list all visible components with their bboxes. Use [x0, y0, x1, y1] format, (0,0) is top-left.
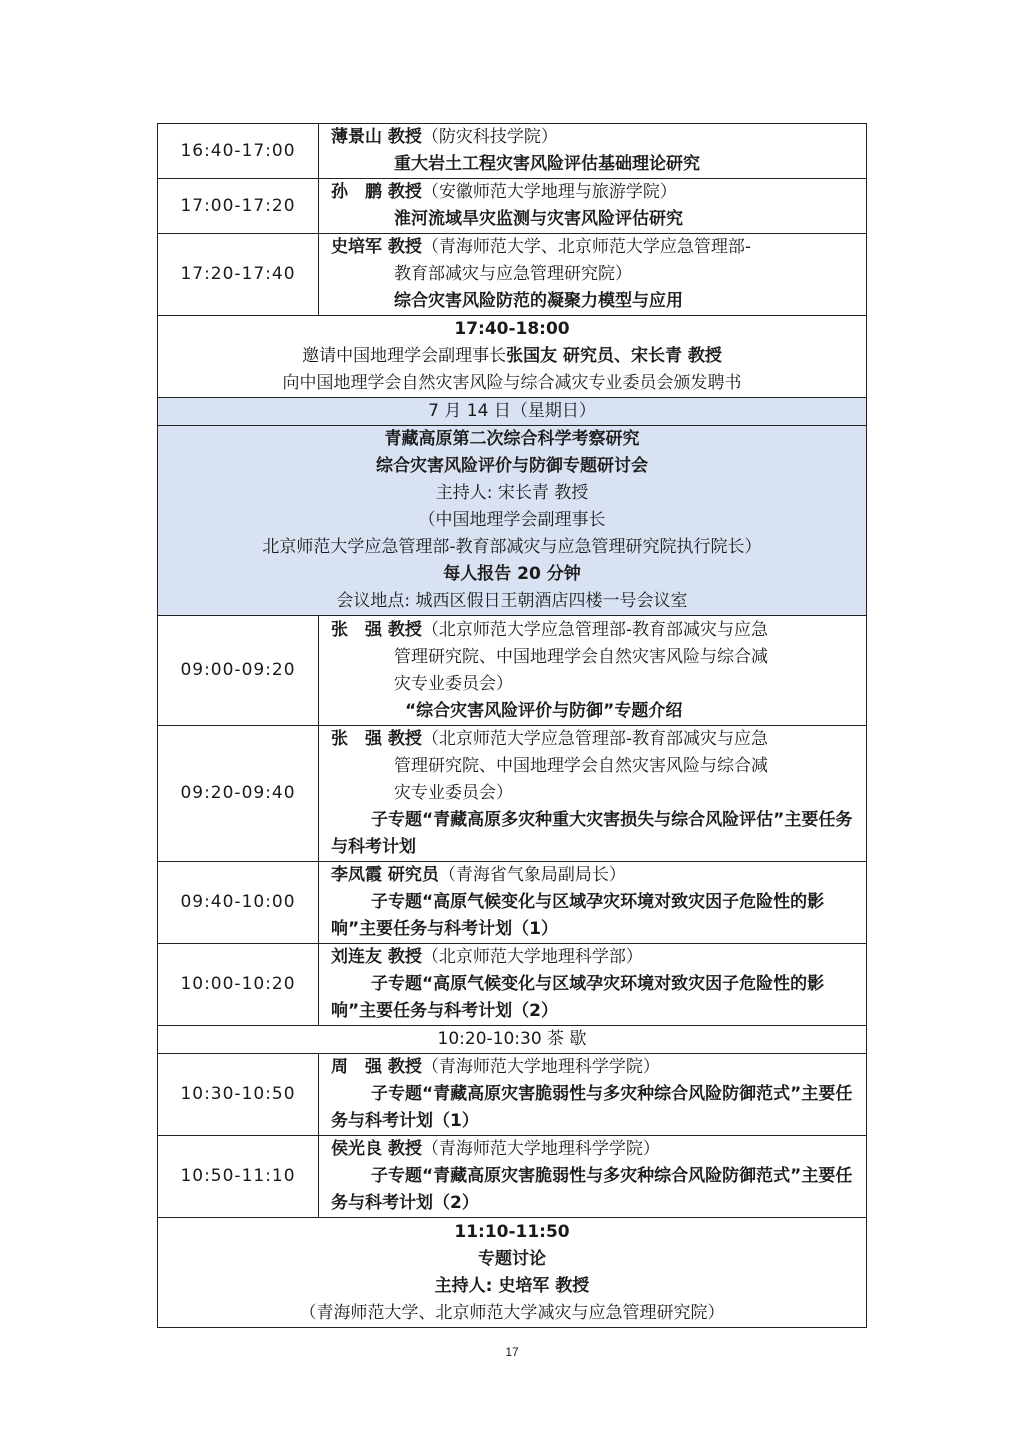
report-topic: 子专题“青藏高原多灾种重大灾害损失与综合风险评估”主要任务与科考计划	[331, 810, 853, 857]
speaker-affiliation: （安徽师范大学地理与旅游学院）	[421, 182, 677, 202]
discussion-host-affil: （青海师范大学、北京师范大学减灾与应急管理研究院）	[299, 1302, 725, 1323]
speaker-name: 刘连友 教授	[331, 947, 422, 967]
time-cell: 17:00-17:20	[158, 179, 319, 234]
discussion-title: 专题讨论	[478, 1248, 546, 1269]
speaker-affiliation-cont: 管理研究院、中国地理学会自然灾害风险与综合减	[394, 646, 768, 667]
speaker-affiliation-cont: 灾专业委员会）	[394, 673, 513, 694]
content-cell	[319, 1054, 867, 1136]
ceremony-desc: 向中国地理学会自然灾害风险与综合减灾专业委员会颁发聘书	[282, 373, 742, 393]
time-cell: 10:30-10:50	[158, 1054, 319, 1136]
content-cell	[319, 862, 867, 944]
discussion-time: 11:10-11:50	[454, 1221, 570, 1242]
speaker-affiliation: （青海师范大学地理科学学院）	[421, 1139, 660, 1159]
speaker-name: 周 强 教授	[331, 1057, 422, 1077]
speaker-affiliation: （青海师范大学、北京师范大学应急管理部-	[421, 237, 752, 257]
ceremony-presenters: 张国友 研究员、宋长青 教授	[506, 346, 722, 366]
session-subtitle: 综合灾害风险评价与防御专题研讨会	[376, 456, 648, 476]
speaker-name: 史培军 教授	[331, 237, 422, 257]
speaker-affiliation: （北京师范大学应急管理部-教育部减灾与应急	[421, 619, 769, 640]
table-row	[158, 616, 867, 726]
discussion-cell	[158, 1218, 867, 1328]
report-topic: 子专题“高原气候变化与区域孕灾环境对致灾因子危险性的影响”主要任务与科考计划（2）	[331, 974, 825, 1021]
report-topic: 子专题“青藏高原灾害脆弱性与多灾种综合风险防御范式”主要任务与科考计划（2）	[331, 1166, 853, 1213]
report-topic: 子专题“青藏高原灾害脆弱性与多灾种综合风险防御范式”主要任务与科考计划（1）	[331, 1084, 853, 1131]
content-cell	[319, 1136, 867, 1218]
day-header: 7 月 14 日（星期日）	[158, 398, 867, 426]
speaker-affiliation: （北京师范大学应急管理部-教育部减灾与应急	[421, 729, 769, 749]
speaker-affiliation-cont: 管理研究院、中国地理学会自然灾害风险与综合减	[394, 756, 768, 776]
session-venue: 会议地点: 城西区假日王朝酒店四楼一号会议室	[336, 591, 688, 611]
session-report-length: 每人报告 20 分钟	[443, 564, 581, 584]
speaker-affiliation: （北京师范大学地理科学部）	[421, 947, 643, 967]
ceremony-cell	[158, 316, 867, 398]
speaker-name: 李凤霞 研究员	[331, 865, 439, 885]
ceremony-row	[158, 316, 867, 398]
schedule-table	[157, 123, 867, 1328]
session-host-affil-cont: 北京师范大学应急管理部-教育部减灾与应急管理研究院执行院长）	[262, 537, 762, 557]
table-row	[158, 1054, 867, 1136]
report-topic: 子专题“高原气候变化与区域孕灾环境对致灾因子危险性的影响”主要任务与科考计划（1）	[331, 892, 825, 939]
report-topic: 重大岩土工程灾害风险评估基础理论研究	[394, 154, 700, 174]
content-cell	[319, 726, 867, 862]
table-row	[158, 726, 867, 862]
content-cell	[319, 944, 867, 1026]
speaker-name: 侯光良 教授	[331, 1139, 422, 1159]
content-cell	[319, 234, 867, 316]
time-cell: 17:20-17:40	[158, 234, 319, 316]
time-cell: 10:50-11:10	[158, 1136, 319, 1218]
table-row	[158, 862, 867, 944]
speaker-name: 张 强 教授	[331, 729, 422, 749]
discussion-host: 主持人: 史培军 教授	[434, 1275, 590, 1296]
time-cell: 09:40-10:00	[158, 862, 319, 944]
content-cell	[319, 179, 867, 234]
content-cell	[319, 616, 867, 726]
session-cell	[158, 426, 867, 616]
ceremony-time: 17:40-18:00	[454, 319, 570, 339]
time-cell: 09:00-09:20	[158, 616, 319, 726]
session-title: 青藏高原第二次综合科学考察研究	[384, 429, 640, 449]
table-row	[158, 124, 867, 179]
speaker-affiliation: （青海省气象局副局长）	[438, 865, 626, 885]
tea-break: 10:20-10:30 茶 歇	[158, 1026, 867, 1054]
time-cell: 10:00-10:20	[158, 944, 319, 1026]
table-row	[158, 1136, 867, 1218]
speaker-affiliation: （防灾科技学院）	[421, 127, 558, 147]
time-cell: 09:20-09:40	[158, 726, 319, 862]
speaker-name: 孙 鹏 教授	[331, 182, 422, 202]
break-row	[158, 1026, 867, 1054]
speaker-name: 张 强 教授	[331, 619, 422, 640]
day-header-row	[158, 398, 867, 426]
report-topic: 淮河流域旱灾监测与灾害风险评估研究	[394, 209, 683, 229]
time-cell: 16:40-17:00	[158, 124, 319, 179]
table-row	[158, 234, 867, 316]
session-host: 主持人: 宋长青 教授	[435, 483, 589, 503]
table-row	[158, 944, 867, 1026]
speaker-name: 薄景山 教授	[331, 127, 422, 147]
ceremony-invite: 邀请中国地理学会副理事长	[302, 346, 507, 366]
report-topic: 综合灾害风险防范的凝聚力模型与应用	[394, 291, 683, 311]
session-row	[158, 426, 867, 616]
content-cell	[319, 124, 867, 179]
page-number: 17	[505, 1345, 519, 1359]
speaker-affiliation: （青海师范大学地理科学学院）	[421, 1057, 660, 1077]
speaker-affiliation-cont: 灾专业委员会）	[394, 783, 513, 803]
discussion-row	[158, 1218, 867, 1328]
report-topic: “综合灾害风险评价与防御”专题介绍	[405, 700, 683, 721]
table-row	[158, 179, 867, 234]
session-host-affil: （中国地理学会副理事长	[418, 510, 606, 530]
speaker-affiliation-cont: 教育部减灾与应急管理研究院）	[394, 264, 632, 284]
